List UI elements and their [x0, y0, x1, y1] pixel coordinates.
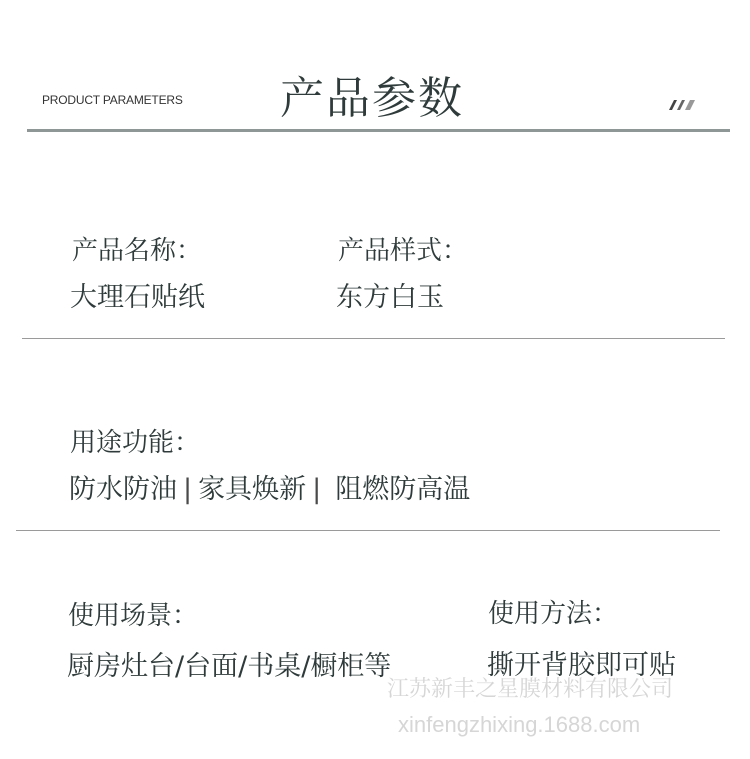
- divider-2: [16, 530, 720, 531]
- usage-scene-value: 厨房灶台/台面/书桌/橱柜等: [67, 651, 392, 682]
- product-name-label: 产品名称：: [72, 236, 203, 266]
- function-values: [69, 467, 470, 506]
- function-separator-1: |: [183, 474, 193, 505]
- product-style-label: 产品样式：: [338, 236, 469, 266]
- product-style-value: 东方白玉: [336, 282, 444, 313]
- divider-1: [22, 338, 725, 339]
- function-label: 用途功能：: [70, 428, 201, 458]
- product-name-value: 大理石贴纸: [70, 282, 205, 313]
- three-slash-decoration-icon: [665, 96, 697, 115]
- watermark-url: xinfengzhixing.1688.com: [398, 712, 641, 737]
- page-title: 产品参数: [280, 73, 464, 124]
- function-separator-2: |: [312, 474, 322, 505]
- header-subtitle-en: PRODUCT PARAMETERS: [42, 93, 183, 107]
- function-value-2: 家具焕新: [198, 474, 307, 505]
- usage-method-value: 撕开背胶即可贴: [487, 650, 676, 681]
- header-rule: [27, 129, 730, 132]
- watermark-company: 江苏新丰之星膜材料有限公司: [387, 677, 674, 702]
- function-value-3: 阻燃防高温: [335, 474, 471, 505]
- usage-method-label: 使用方法：: [488, 599, 619, 629]
- function-value-1: 防水防油: [69, 474, 177, 505]
- usage-scene-label: 使用场景：: [68, 601, 199, 631]
